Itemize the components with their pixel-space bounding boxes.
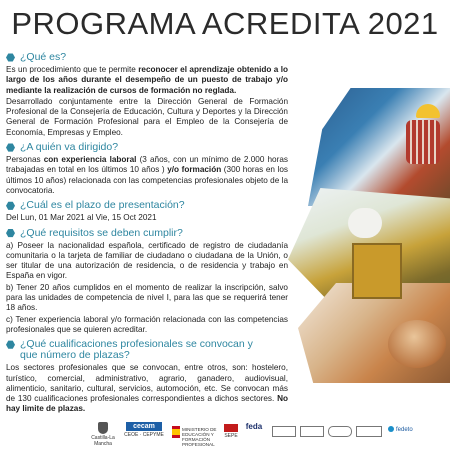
- bold-text: No hay limite de plazas.: [6, 394, 288, 414]
- a-quien-paragraph: [6, 155, 288, 196]
- requisito-b: b) Tener 20 años cumplidos en el momento de realizar la inscripción, salvo para las unidades de competencia de nivel I, para las que se requerirá tener 18 años.: [6, 282, 288, 313]
- heading-text: ¿Qué es?: [20, 51, 67, 63]
- logo-text: SEPE: [224, 433, 238, 439]
- feda-logo: feda: [245, 422, 263, 431]
- heading-line-1: ¿Qué cualificaciones profesionales se convocan y: [20, 338, 253, 351]
- hexagon-bullet-icon: [6, 201, 15, 210]
- logo-text: CEOE · CEPYME: [124, 432, 164, 438]
- cecam-logo: [124, 422, 164, 438]
- logo-text: MINISTERIO DE EDUCACIÓN Y FORMACIÓN PROFESIONAL: [182, 427, 217, 447]
- hexagon-bullet-icon: [6, 229, 15, 238]
- bold-text: reconocer el aprendizaje obtenido a lo largo de los años durante el desempeño de un puesto de trabajo y/o mediante la realización de cursos de formación no reglada.: [6, 65, 288, 95]
- photo-collage: [288, 58, 450, 383]
- main-content: [6, 48, 288, 416]
- partner-logo-3: [328, 426, 352, 437]
- castilla-la-mancha-logo: [88, 422, 118, 447]
- logo-text: Castilla-La Mancha: [91, 435, 115, 447]
- text-span: (3 años, con un mínimo de 2.000 horas trabajadas en total en los últimos 10 años ): [6, 155, 288, 175]
- heading-line-2: que número de plazas?: [20, 349, 130, 362]
- hexagon-bullet-icon: [6, 340, 15, 349]
- text-span: Los sectores profesionales que se convocan, entre otros, son: hostelero, turístico, comercial, administrativo, agrario, ganadero, audiovisual, alimenticio, sanitario, cultural, servicios, automoción, etc. Se convocan más de 130 cualificaciones profesionales correspondientes a dichos sectores.: [6, 363, 288, 404]
- partner-logo-4: [356, 426, 382, 437]
- cecam-mark: cecam: [126, 422, 162, 431]
- plazo-dates: Del Lun, 01 Mar 2021 al Vie, 15 Oct 2021: [6, 213, 157, 223]
- section-heading-cualificaciones: [6, 339, 288, 361]
- cualificaciones-paragraph: [6, 363, 288, 414]
- partner-logo-2: [300, 426, 324, 437]
- page-title: PROGRAMA ACREDITA 2021: [11, 6, 439, 41]
- section-heading-requisitos: [6, 228, 288, 239]
- bold-text: y/o formación: [167, 165, 222, 175]
- fedeto-icon: [388, 426, 394, 432]
- heading-text: ¿Qué requisitos se deben cumplir?: [20, 226, 183, 239]
- requisito-c: c) Tener experiencia laboral y/o formación relacionada con las competencias profesionales que se quieren acreditar.: [6, 314, 288, 334]
- honeycomb-frame-shape: [352, 243, 402, 299]
- section-heading-plazo: [6, 200, 288, 211]
- section-heading-que-es: [6, 52, 288, 63]
- heading-text: ¿A quién va dirigido?: [20, 141, 119, 154]
- text-span: Es un procedimiento que te permite: [6, 65, 139, 74]
- que-es-paragraph-1: [6, 65, 288, 96]
- sepe-mark: [224, 424, 238, 432]
- fedeto-logo: [388, 426, 418, 435]
- logo-text: fedeto: [396, 427, 413, 433]
- text-span: (300 horas en los últimos 10 años) relacionada con las competencias profesionales objeto de la convocatoria.: [6, 165, 288, 195]
- plaid-shirt-shape: [406, 120, 440, 164]
- section-heading-a-quien: [6, 142, 288, 153]
- spain-flag-icon: [172, 426, 180, 438]
- sponsor-logos: [0, 420, 450, 451]
- que-es-paragraph-2: Desarrollado conjuntamente entre la Dirección General de Formación Profesional de la Consejería de Educación, Cultura y Deportes y la Dirección General de Formación Profesional para el Empleo de la Consejería de Economía, Empresas y Empleo.: [6, 96, 288, 137]
- text-span: Personas: [6, 155, 44, 165]
- heading-text: [20, 339, 253, 361]
- clay-pot-shape: [388, 320, 446, 368]
- hexagon-bullet-icon: [6, 53, 15, 62]
- hexagon-bullet-icon: [6, 143, 15, 152]
- coat-of-arms-icon: [98, 422, 108, 434]
- partner-logo-1: [272, 426, 296, 437]
- ministerio-logo: [172, 426, 218, 447]
- heading-text: ¿Cuál es el plazo de presentación?: [20, 199, 185, 212]
- sepe-logo: [220, 424, 242, 439]
- bold-text: con experiencia laboral: [43, 155, 137, 165]
- beekeeper-veil-shape: [348, 208, 382, 238]
- requisito-a: a) Poseer la nacionalidad española, certificado de registro de ciudadanía comunitaria o la tarjeta de familiar de ciudadano o ciudadana de la Unión, o ser titular de una autorización de residencia, o de residencia y trabajo en España en vigor.: [6, 240, 288, 281]
